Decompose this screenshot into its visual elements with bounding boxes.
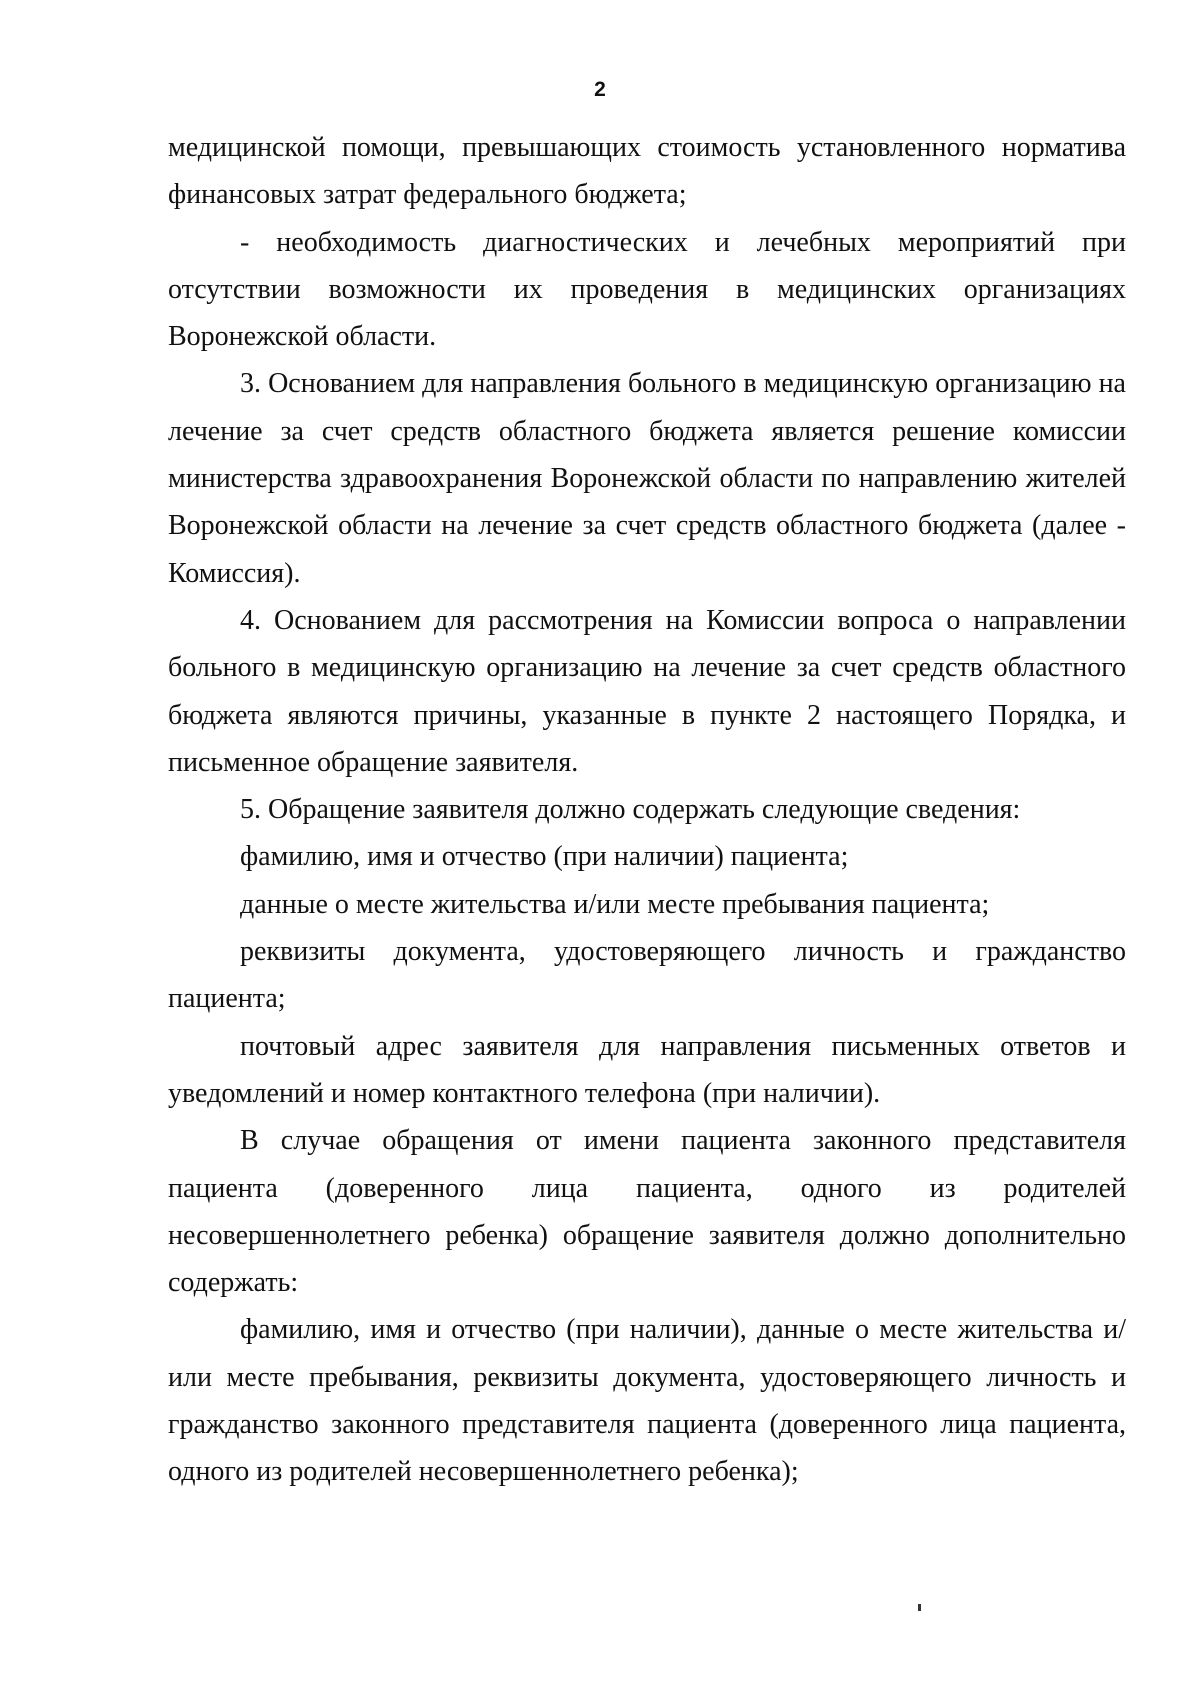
scan-artifact-mark [918,1604,921,1611]
list-item-patient-residence: данные о месте жительства и/или месте пребывания пациента; [240,888,990,920]
paragraph-clause-4: 4. Основанием для рассмотрения на Комиссии вопроса о направлении больного в медицинскую организацию на лечение за счет средств областного бюджета являются причины, указанные в пункте 2 настоящего Порядка, и письменное обращение заявителя. [168,604,1126,778]
paragraph-necessity-item: - необходимость диагностических и лечебных мероприятий при отсутствии возможности их проведения в медицинских организациях Воронежской области. [168,226,1126,353]
list-item-representative-details: фамилию, имя и отчество (при наличии), данные о месте жительства и/или месте пребывания, реквизиты документа, удостоверяющего личность и гражданство законного представителя пациента (доверенного лица пациента, одного из родителей несовершеннолетнего ребенка); [168,1314,1126,1488]
list-item-patient-name: фамилию, имя и отчество (при наличии) пациента; [240,841,849,873]
list-item-postal-address: почтовый адрес заявителя для направления письменных ответов и уведомлений и номер контактного телефона (при наличии). [168,1030,1126,1109]
paragraph-clause-3: 3. Основанием для направления больного в медицинскую организацию на лечение за счет средств областного бюджета является решение комиссии министерства здравоохранения Воронежской области по направлению жителей Воронежской области на лечение за счет средств областного бюджета (далее - Комиссия). [168,368,1126,589]
page-number: 2 [594,78,606,101]
paragraph-clause-5: 5. Обращение заявителя должно содержать следующие сведения: [240,794,1021,826]
paragraph-continuation: медицинской помощи, превышающих стоимость установленного норматива финансовых затрат федерального бюджета; [168,132,1126,211]
paragraph-representative-case: В случае обращения от имени пациента законного представителя пациента (доверенного лица пациента, одного из родителей несовершеннолетнего ребенка) обращение заявителя должно дополнительно содержать: [168,1125,1126,1299]
document-body [168,124,1126,1496]
list-item-patient-id-document: реквизиты документа, удостоверяющего личность и гражданство пациента; [168,936,1126,1015]
